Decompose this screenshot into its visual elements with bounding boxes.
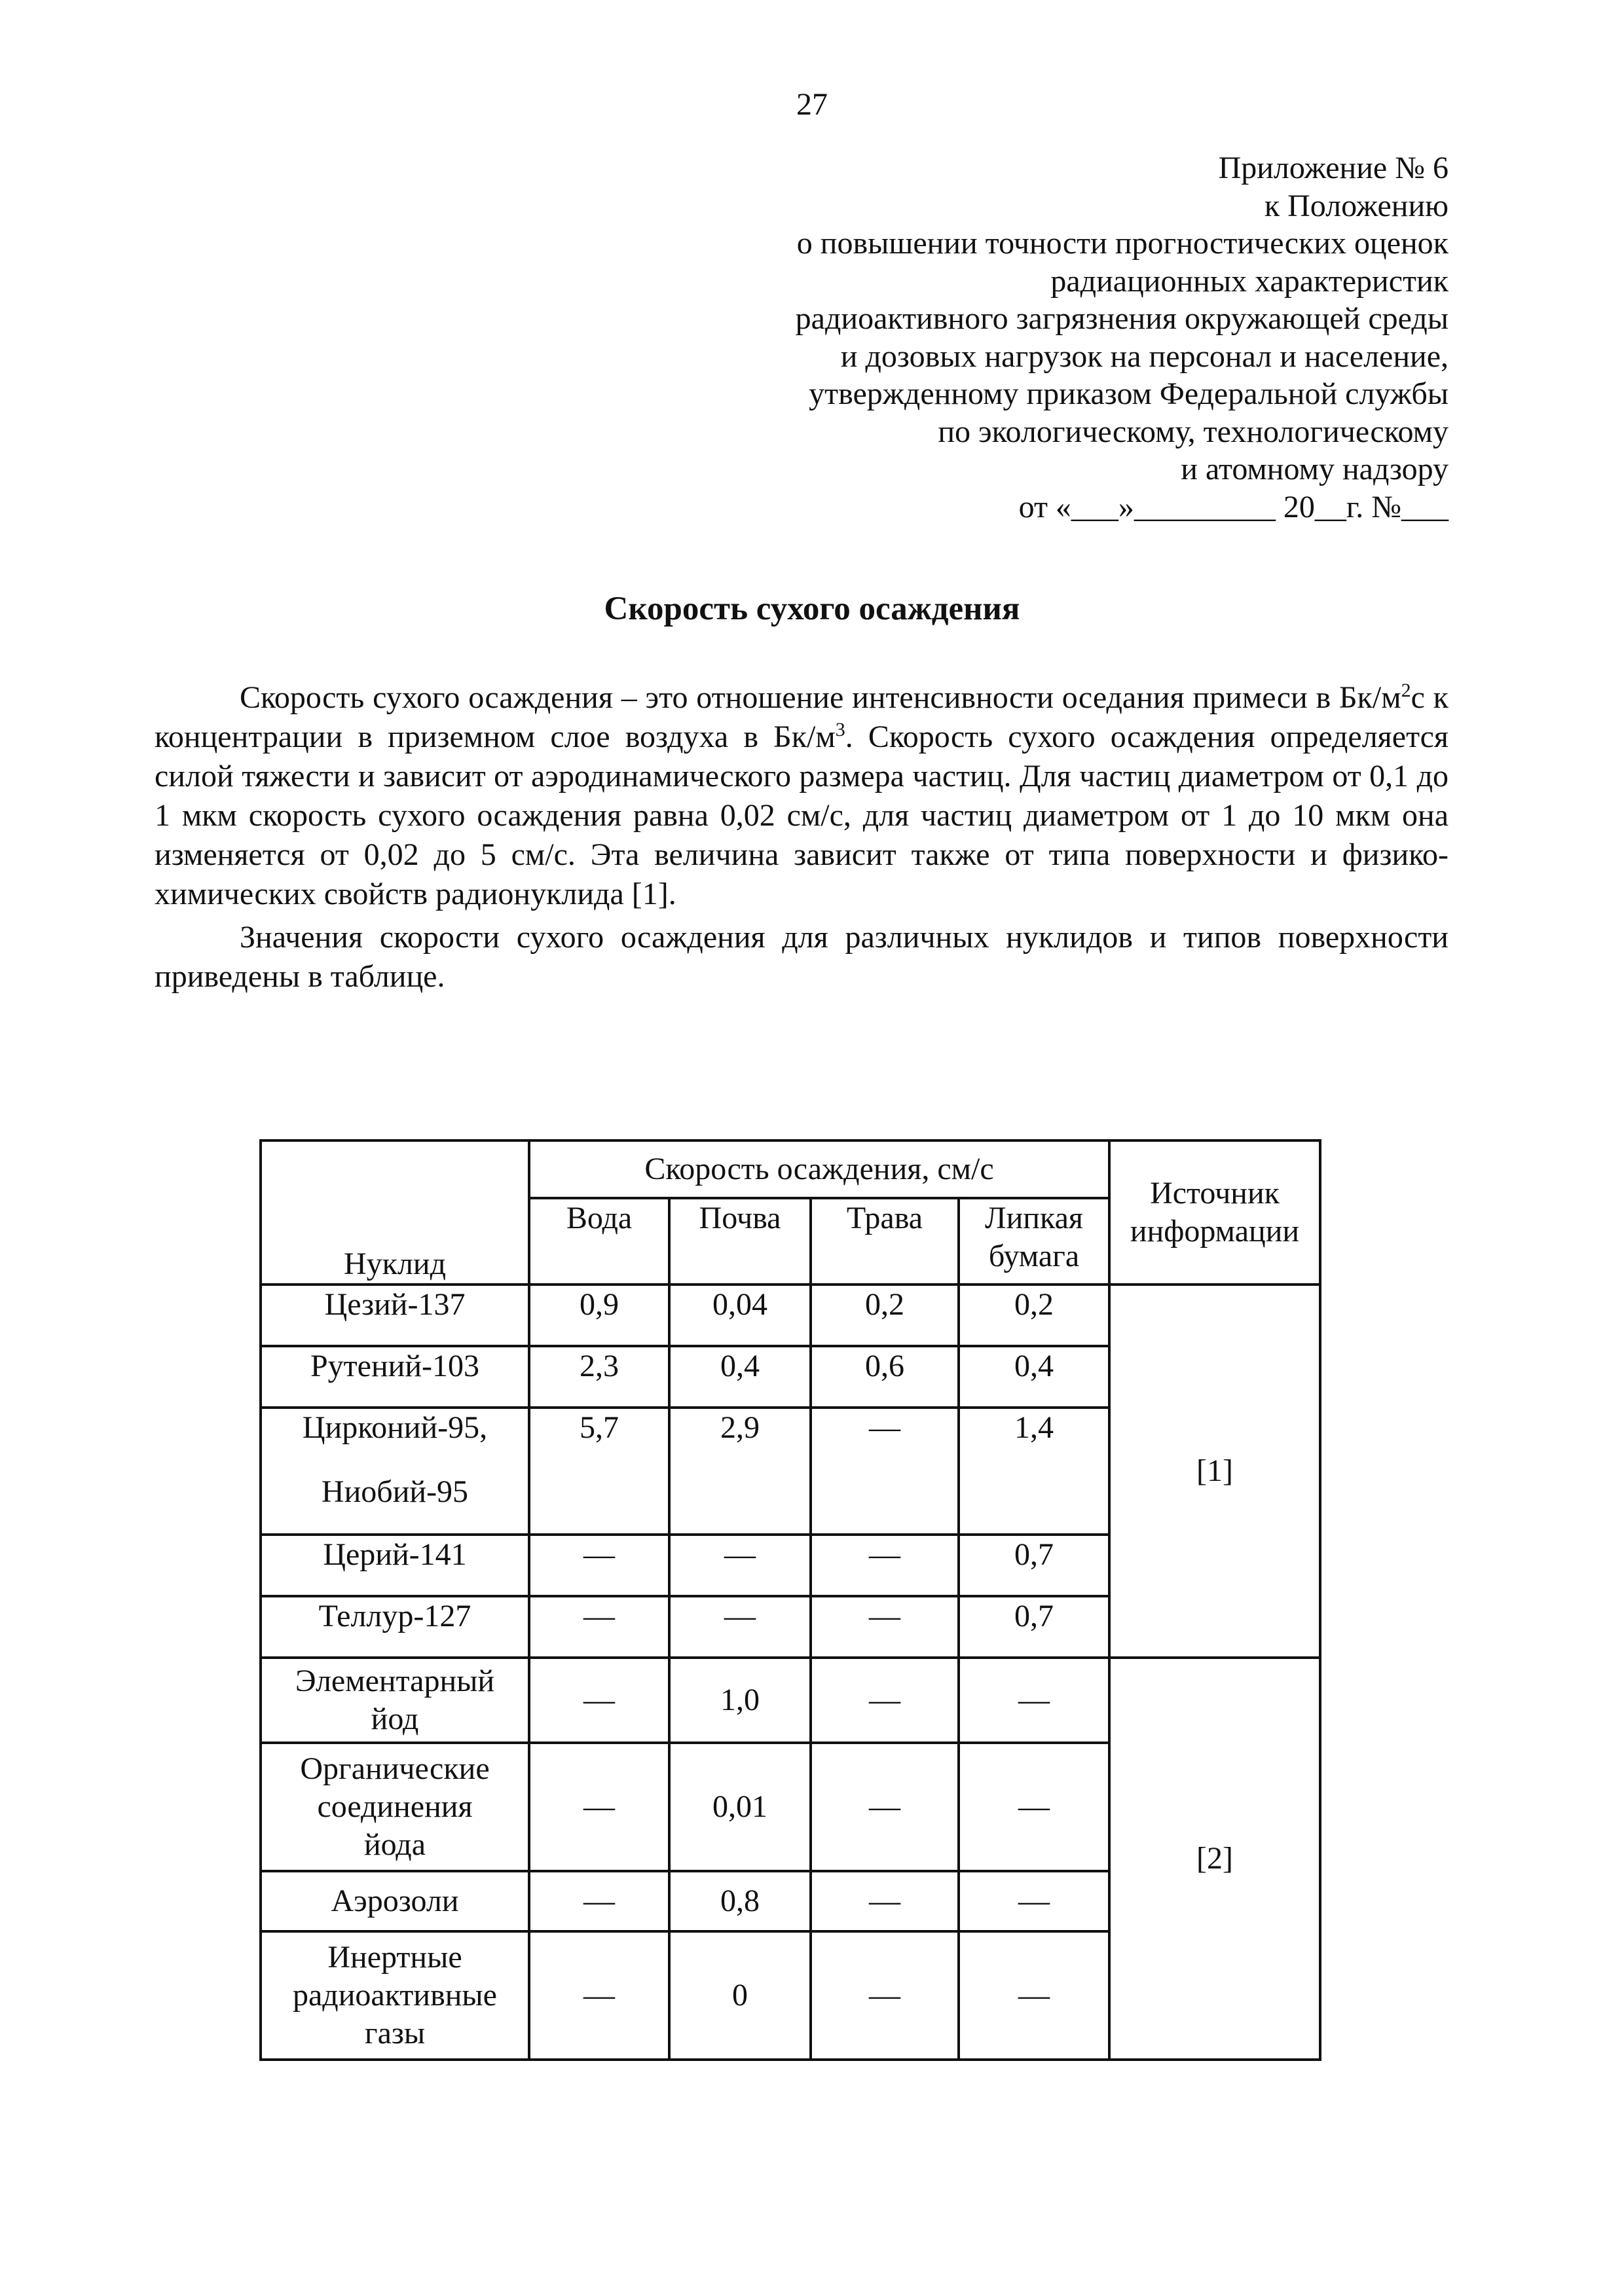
section-heading: Скорость сухого осаждения bbox=[604, 591, 1020, 627]
cell-nuclide: Цезий-137 bbox=[261, 1285, 529, 1346]
cell-paper: — bbox=[959, 1871, 1109, 1931]
cell-source: [1] bbox=[1109, 1285, 1320, 1658]
cell-nuclide-line: Цирконий-95, bbox=[302, 1410, 488, 1445]
cell-nuclide bbox=[261, 1408, 529, 1535]
header-sticky-paper bbox=[959, 1198, 1109, 1285]
cell-soil: 0,01 bbox=[669, 1743, 811, 1871]
cell-nuclide-line: йода bbox=[363, 1827, 426, 1862]
header-water: Вода bbox=[529, 1198, 669, 1285]
cell-grass: — bbox=[811, 1408, 959, 1535]
cell-nuclide-line: соединения bbox=[317, 1789, 473, 1824]
appendix-line: радиоактивного загрязнения окружающей среды bbox=[795, 301, 1449, 336]
cell-water: — bbox=[529, 1535, 669, 1596]
paragraph-text: . Скорость сухого осаждения определяется силой тяжести и зависит от аэродинамического размера частиц. Для частиц диаметром от 0,1 до 1 мкм скорость сухого осаждения равна 0,02 см/с, для частиц диаметром от 1 до 10 мкм она изменяется от 0,02 до 5 см/с. Эта величина зависит также от типа поверхности и физико-химических свойств радионуклида [1]. bbox=[155, 720, 1449, 911]
cell-grass: 0,2 bbox=[811, 1285, 959, 1346]
cell-grass: — bbox=[811, 1535, 959, 1596]
cell-grass: 0,6 bbox=[811, 1346, 959, 1408]
cell-paper: 1,4 bbox=[959, 1408, 1109, 1535]
header-soil: Почва bbox=[669, 1198, 811, 1285]
cell-water: — bbox=[529, 1596, 669, 1658]
paragraph-table-intro: Значения скорости сухого осаждения для различных нуклидов и типов поверхности приведены в таблице. bbox=[155, 920, 1449, 994]
page-number: 27 bbox=[796, 87, 828, 122]
cell-water: 2,3 bbox=[529, 1346, 669, 1408]
cell-soil: 0,04 bbox=[669, 1285, 811, 1346]
cell-nuclide-line: радиоактивные bbox=[293, 1978, 497, 2013]
cell-soil: 0 bbox=[669, 1931, 811, 2060]
cell-paper: 0,7 bbox=[959, 1535, 1109, 1596]
table-header-row bbox=[261, 1140, 1320, 1198]
table-row bbox=[261, 1285, 1320, 1346]
cell-nuclide: Теллур-127 bbox=[261, 1596, 529, 1658]
cell-nuclide bbox=[261, 1931, 529, 2060]
cell-nuclide bbox=[261, 1658, 529, 1743]
cell-nuclide-line: Ниобий-95 bbox=[321, 1474, 469, 1509]
table-row bbox=[261, 1658, 1320, 1743]
cell-water: 0,9 bbox=[529, 1285, 669, 1346]
cell-grass: — bbox=[811, 1658, 959, 1743]
cell-grass: — bbox=[811, 1743, 959, 1871]
cell-paper: 0,2 bbox=[959, 1285, 1109, 1346]
cell-water: — bbox=[529, 1871, 669, 1931]
header-grass: Трава bbox=[811, 1198, 959, 1285]
appendix-line: и атомному надзору bbox=[1181, 452, 1449, 486]
cell-paper: 0,7 bbox=[959, 1596, 1109, 1658]
appendix-line: о повышении точности прогностических оценок bbox=[796, 226, 1449, 261]
cell-nuclide: Рутений-103 bbox=[261, 1346, 529, 1408]
appendix-line: и дозовых нагрузок на персонал и население, bbox=[840, 338, 1449, 374]
cell-nuclide-line: Элементарный bbox=[295, 1664, 495, 1698]
appendix-line: утвержденному приказом Федеральной службы bbox=[809, 376, 1449, 411]
header-paper-line: бумага bbox=[988, 1239, 1080, 1273]
cell-source: [2] bbox=[1109, 1658, 1320, 2060]
cell-paper: — bbox=[959, 1931, 1109, 2060]
cell-paper: — bbox=[959, 1658, 1109, 1743]
cell-nuclide: Церий-141 bbox=[261, 1535, 529, 1596]
cell-water: 5,7 bbox=[529, 1408, 669, 1535]
header-source bbox=[1109, 1140, 1320, 1285]
deposition-table bbox=[259, 1139, 1321, 2061]
cell-grass: — bbox=[811, 1596, 959, 1658]
header-nuclide: Нуклид bbox=[261, 1140, 529, 1285]
header-paper-line: Липкая bbox=[985, 1201, 1083, 1235]
cell-soil: 1,0 bbox=[669, 1658, 811, 1743]
superscript: 3 bbox=[835, 719, 845, 740]
appendix-block bbox=[532, 149, 1449, 526]
superscript: 2 bbox=[1401, 680, 1411, 701]
cell-nuclide-line: Органические bbox=[300, 1751, 490, 1786]
paragraph-definition bbox=[155, 678, 1449, 914]
cell-soil: — bbox=[669, 1535, 811, 1596]
cell-nuclide bbox=[261, 1743, 529, 1871]
cell-paper: — bbox=[959, 1743, 1109, 1871]
cell-soil: 2,9 bbox=[669, 1408, 811, 1535]
cell-grass: — bbox=[811, 1871, 959, 1931]
cell-nuclide-line: газы bbox=[364, 2016, 426, 2050]
cell-soil: 0,4 bbox=[669, 1346, 811, 1408]
header-deposition-rate: Скорость осаждения, см/с bbox=[529, 1140, 1109, 1198]
cell-paper: 0,4 bbox=[959, 1346, 1109, 1408]
cell-nuclide-line: йод bbox=[371, 1702, 419, 1736]
header-source-line: Источник bbox=[1150, 1176, 1280, 1211]
cell-nuclide-line: Инертные bbox=[327, 1940, 462, 1975]
cell-soil: 0,8 bbox=[669, 1871, 811, 1931]
appendix-date-line: от «___»_________ 20__г. №___ bbox=[1018, 489, 1449, 524]
header-source-line: информации bbox=[1130, 1214, 1300, 1248]
appendix-line: Приложение № 6 bbox=[1218, 151, 1449, 185]
body-text bbox=[155, 678, 1449, 996]
cell-water: — bbox=[529, 1743, 669, 1871]
appendix-line: радиационных характеристик bbox=[1050, 263, 1449, 299]
cell-grass: — bbox=[811, 1931, 959, 2060]
cell-water: — bbox=[529, 1931, 669, 2060]
cell-soil: — bbox=[669, 1596, 811, 1658]
appendix-line: по экологическому, технологическому bbox=[938, 414, 1449, 449]
paragraph-text: с к концентрации в приземном слое воздуха в Бк/м bbox=[155, 680, 1449, 754]
cell-water: — bbox=[529, 1658, 669, 1743]
appendix-line: к Положению bbox=[1264, 188, 1449, 223]
cell-nuclide: Аэрозоли bbox=[261, 1871, 529, 1931]
paragraph-text: Скорость сухого осаждения – это отношение интенсивности оседания примеси в Бк/м bbox=[240, 680, 1401, 715]
